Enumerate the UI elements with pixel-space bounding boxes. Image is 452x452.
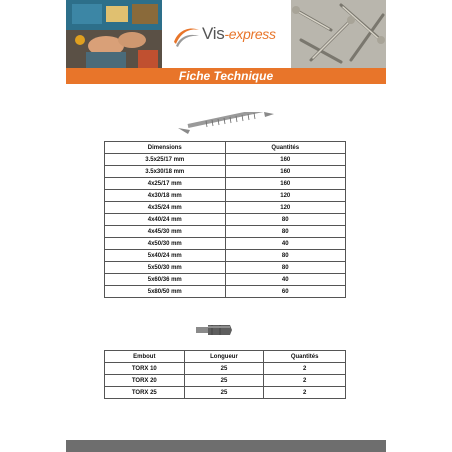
table-row bbox=[105, 274, 346, 286]
dimension-cell: 4x40/24 mm bbox=[105, 214, 226, 226]
length-cell: 25 bbox=[184, 387, 264, 399]
quantity-cell: 80 bbox=[225, 262, 345, 274]
table-row bbox=[105, 238, 346, 250]
brand-name-accent: -express bbox=[224, 26, 276, 42]
dimension-cell: 5x60/36 mm bbox=[105, 274, 226, 286]
table-row bbox=[105, 387, 346, 399]
torx-bit-icon bbox=[194, 322, 234, 338]
quantity-cell: 40 bbox=[225, 238, 345, 250]
quantity-cell: 120 bbox=[225, 190, 345, 202]
quantity-cell: 80 bbox=[225, 226, 345, 238]
technical-sheet bbox=[66, 0, 386, 452]
length-cell: 25 bbox=[184, 375, 264, 387]
table-row bbox=[105, 190, 346, 202]
table-row bbox=[105, 226, 346, 238]
dimension-cell: 5x40/24 mm bbox=[105, 250, 226, 262]
quantity-cell: 2 bbox=[264, 387, 346, 399]
brand-logo bbox=[172, 22, 287, 52]
dimension-cell: 4x50/30 mm bbox=[105, 238, 226, 250]
dimension-cell: 4x35/24 mm bbox=[105, 202, 226, 214]
bit-cell: TORX 25 bbox=[105, 387, 185, 399]
table-row bbox=[105, 375, 346, 387]
quantity-cell: 80 bbox=[225, 214, 345, 226]
table-row bbox=[105, 250, 346, 262]
brand-name bbox=[202, 24, 276, 44]
header-banner bbox=[66, 0, 386, 68]
column-header-bit: Embout bbox=[105, 351, 185, 363]
dimension-cell: 4x25/17 mm bbox=[105, 178, 226, 190]
quantity-cell: 160 bbox=[225, 154, 345, 166]
table-row bbox=[105, 202, 346, 214]
dimension-cell: 3.5x25/17 mm bbox=[105, 154, 226, 166]
column-header-quantities: Quantités bbox=[225, 142, 345, 154]
column-header-quantities: Quantités bbox=[264, 351, 346, 363]
quantity-cell: 160 bbox=[225, 166, 345, 178]
tools-photo bbox=[66, 0, 162, 68]
table-header-row bbox=[105, 351, 346, 363]
table-row bbox=[105, 286, 346, 298]
dimension-cell: 5x80/50 mm bbox=[105, 286, 226, 298]
bits-table bbox=[104, 350, 346, 399]
dimension-cell: 3.5x30/18 mm bbox=[105, 166, 226, 178]
dimension-cell: 4x30/18 mm bbox=[105, 190, 226, 202]
dimensions-table bbox=[104, 141, 346, 298]
table-row bbox=[105, 262, 346, 274]
column-header-length: Longueur bbox=[184, 351, 264, 363]
length-cell: 25 bbox=[184, 363, 264, 375]
footer-bar bbox=[66, 440, 386, 452]
page-title: Fiche Technique bbox=[66, 68, 386, 84]
dimension-cell: 4x45/30 mm bbox=[105, 226, 226, 238]
column-header-dimensions: Dimensions bbox=[105, 142, 226, 154]
table-header-row bbox=[105, 142, 346, 154]
brand-name-main: Vis bbox=[202, 24, 225, 43]
screw-icon bbox=[176, 112, 276, 136]
quantity-cell: 2 bbox=[264, 375, 346, 387]
table-row bbox=[105, 154, 346, 166]
screws-photo bbox=[291, 0, 386, 68]
bit-cell: TORX 10 bbox=[105, 363, 185, 375]
quantity-cell: 60 bbox=[225, 286, 345, 298]
quantity-cell: 2 bbox=[264, 363, 346, 375]
table-row bbox=[105, 214, 346, 226]
quantity-cell: 120 bbox=[225, 202, 345, 214]
quantity-cell: 160 bbox=[225, 178, 345, 190]
quantity-cell: 40 bbox=[225, 274, 345, 286]
table-row bbox=[105, 166, 346, 178]
dimension-cell: 5x50/30 mm bbox=[105, 262, 226, 274]
table-row bbox=[105, 178, 346, 190]
quantity-cell: 80 bbox=[225, 250, 345, 262]
table-row bbox=[105, 363, 346, 375]
brand-swoosh-icon bbox=[172, 24, 200, 48]
bit-cell: TORX 20 bbox=[105, 375, 185, 387]
